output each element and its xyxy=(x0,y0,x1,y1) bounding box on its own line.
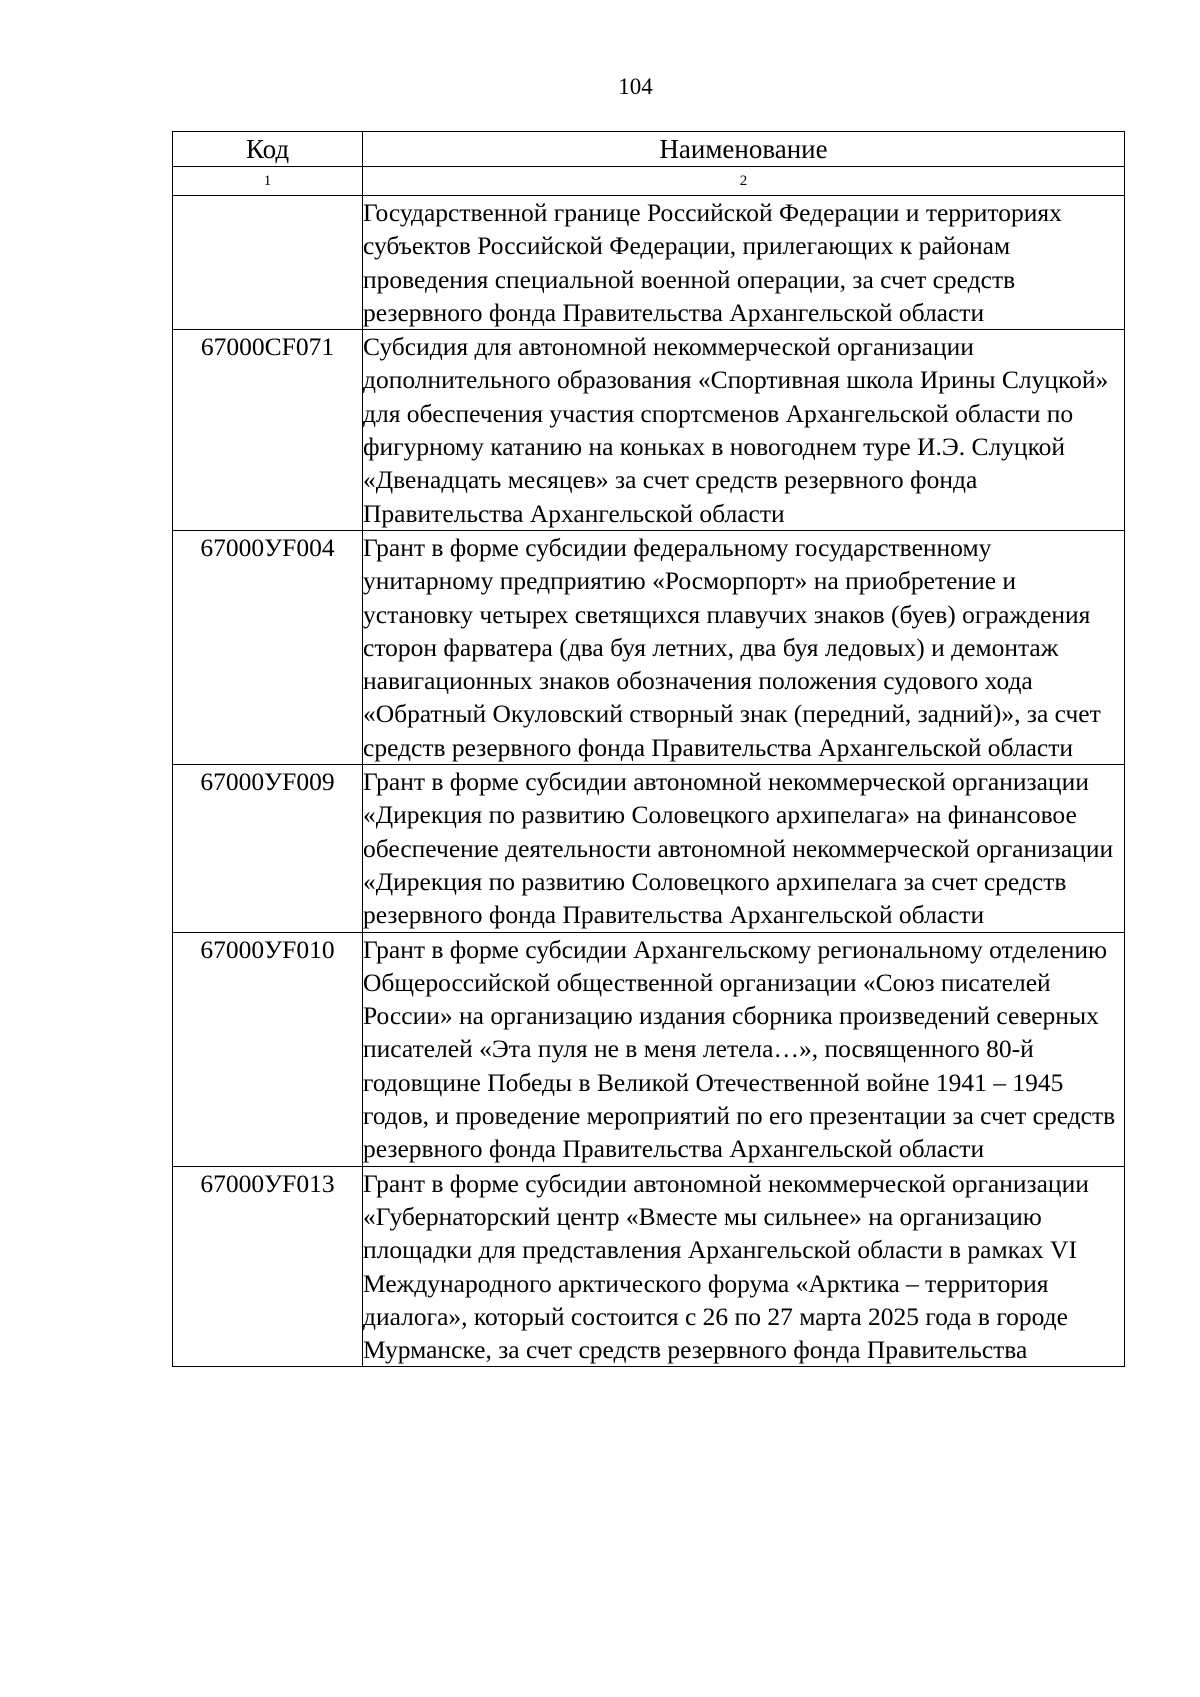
row-code: 67000УF009 xyxy=(173,765,363,932)
header-name: Наименование xyxy=(363,132,1125,167)
row-code: 67000УF010 xyxy=(173,932,363,1166)
row-name: Грант в форме субсидии Архангельскому региональному отделению Общероссийской общественной организации «Союз писателей России» на организацию издания сборника произведений северных писателей «Эта пуля не в меня летела…», посвященного 80-й годовщине Победы в Великой Отечественной войне 1941 – 1945 годов, и проведение мероприятий по его презентации за счет средств резервного фонда Правительства Архангельской области xyxy=(363,932,1125,1166)
table-row xyxy=(173,196,1125,330)
row-name: Грант в форме субсидии автономной некоммерческой организации «Губернаторский центр «Вместе мы сильнее» на организацию площадки для представления Архангельской области в рамках VI Международного арктического форума «Арктика – территория диалога», который состоится с 26 по 27 марта 2025 года в городе Мурманске, за счет средств резервного фонда Правительства xyxy=(363,1166,1125,1367)
budget-codes-table xyxy=(172,131,1125,1367)
table-header-row xyxy=(173,132,1125,167)
table-row xyxy=(173,765,1125,932)
row-code: 67000CF071 xyxy=(173,330,363,531)
row-name: Субсидия для автономной некоммерческой организации дополнительного образования «Спортивная школа Ирины Слуцкой» для обеспечения участия спортсменов Архангельской области по фигурному катанию на коньках в новогоднем туре И.Э. Слуцкой «Двенадцать месяцев» за счет средств резервного фонда Правительства Архангельской области xyxy=(363,330,1125,531)
row-code: 67000УF004 xyxy=(173,530,363,764)
row-code: 67000УF013 xyxy=(173,1166,363,1367)
row-name: Грант в форме субсидии автономной некоммерческой организации «Дирекция по развитию Соловецкого архипелага» на финансовое обеспечение деятельности автономной некоммерческой организации «Дирекция по развитию Соловецкого архипелага за счет средств резервного фонда Правительства Архангельской области xyxy=(363,765,1125,932)
row-code xyxy=(173,196,363,330)
page-number: 104 xyxy=(618,74,653,99)
column-number-name: 2 xyxy=(363,167,1125,196)
header-code: Код xyxy=(173,132,363,167)
row-name: Государственной границе Российской Федерации и территориях субъектов Российской Федерации, прилегающих к районам проведения специальной военной операции, за счет средств резервного фонда Правительства Архангельской области xyxy=(363,196,1125,330)
table-row xyxy=(173,330,1125,531)
table-row xyxy=(173,932,1125,1166)
column-number-code: 1 xyxy=(173,167,363,196)
row-name: Грант в форме субсидии федеральному государственному унитарному предприятию «Росморпорт» на приобретение и установку четырех светящихся плавучих знаков (буев) ограждения сторон фарватера (два буя летних, два буя ледовых) и демонтаж навигационных знаков обозначения положения судового хода «Обратный Окуловский створный знак (передний, задний)», за счет средств резервного фонда Правительства Архангельской области xyxy=(363,530,1125,764)
table-row xyxy=(173,530,1125,764)
column-number-row xyxy=(173,167,1125,196)
table-row xyxy=(173,1166,1125,1367)
